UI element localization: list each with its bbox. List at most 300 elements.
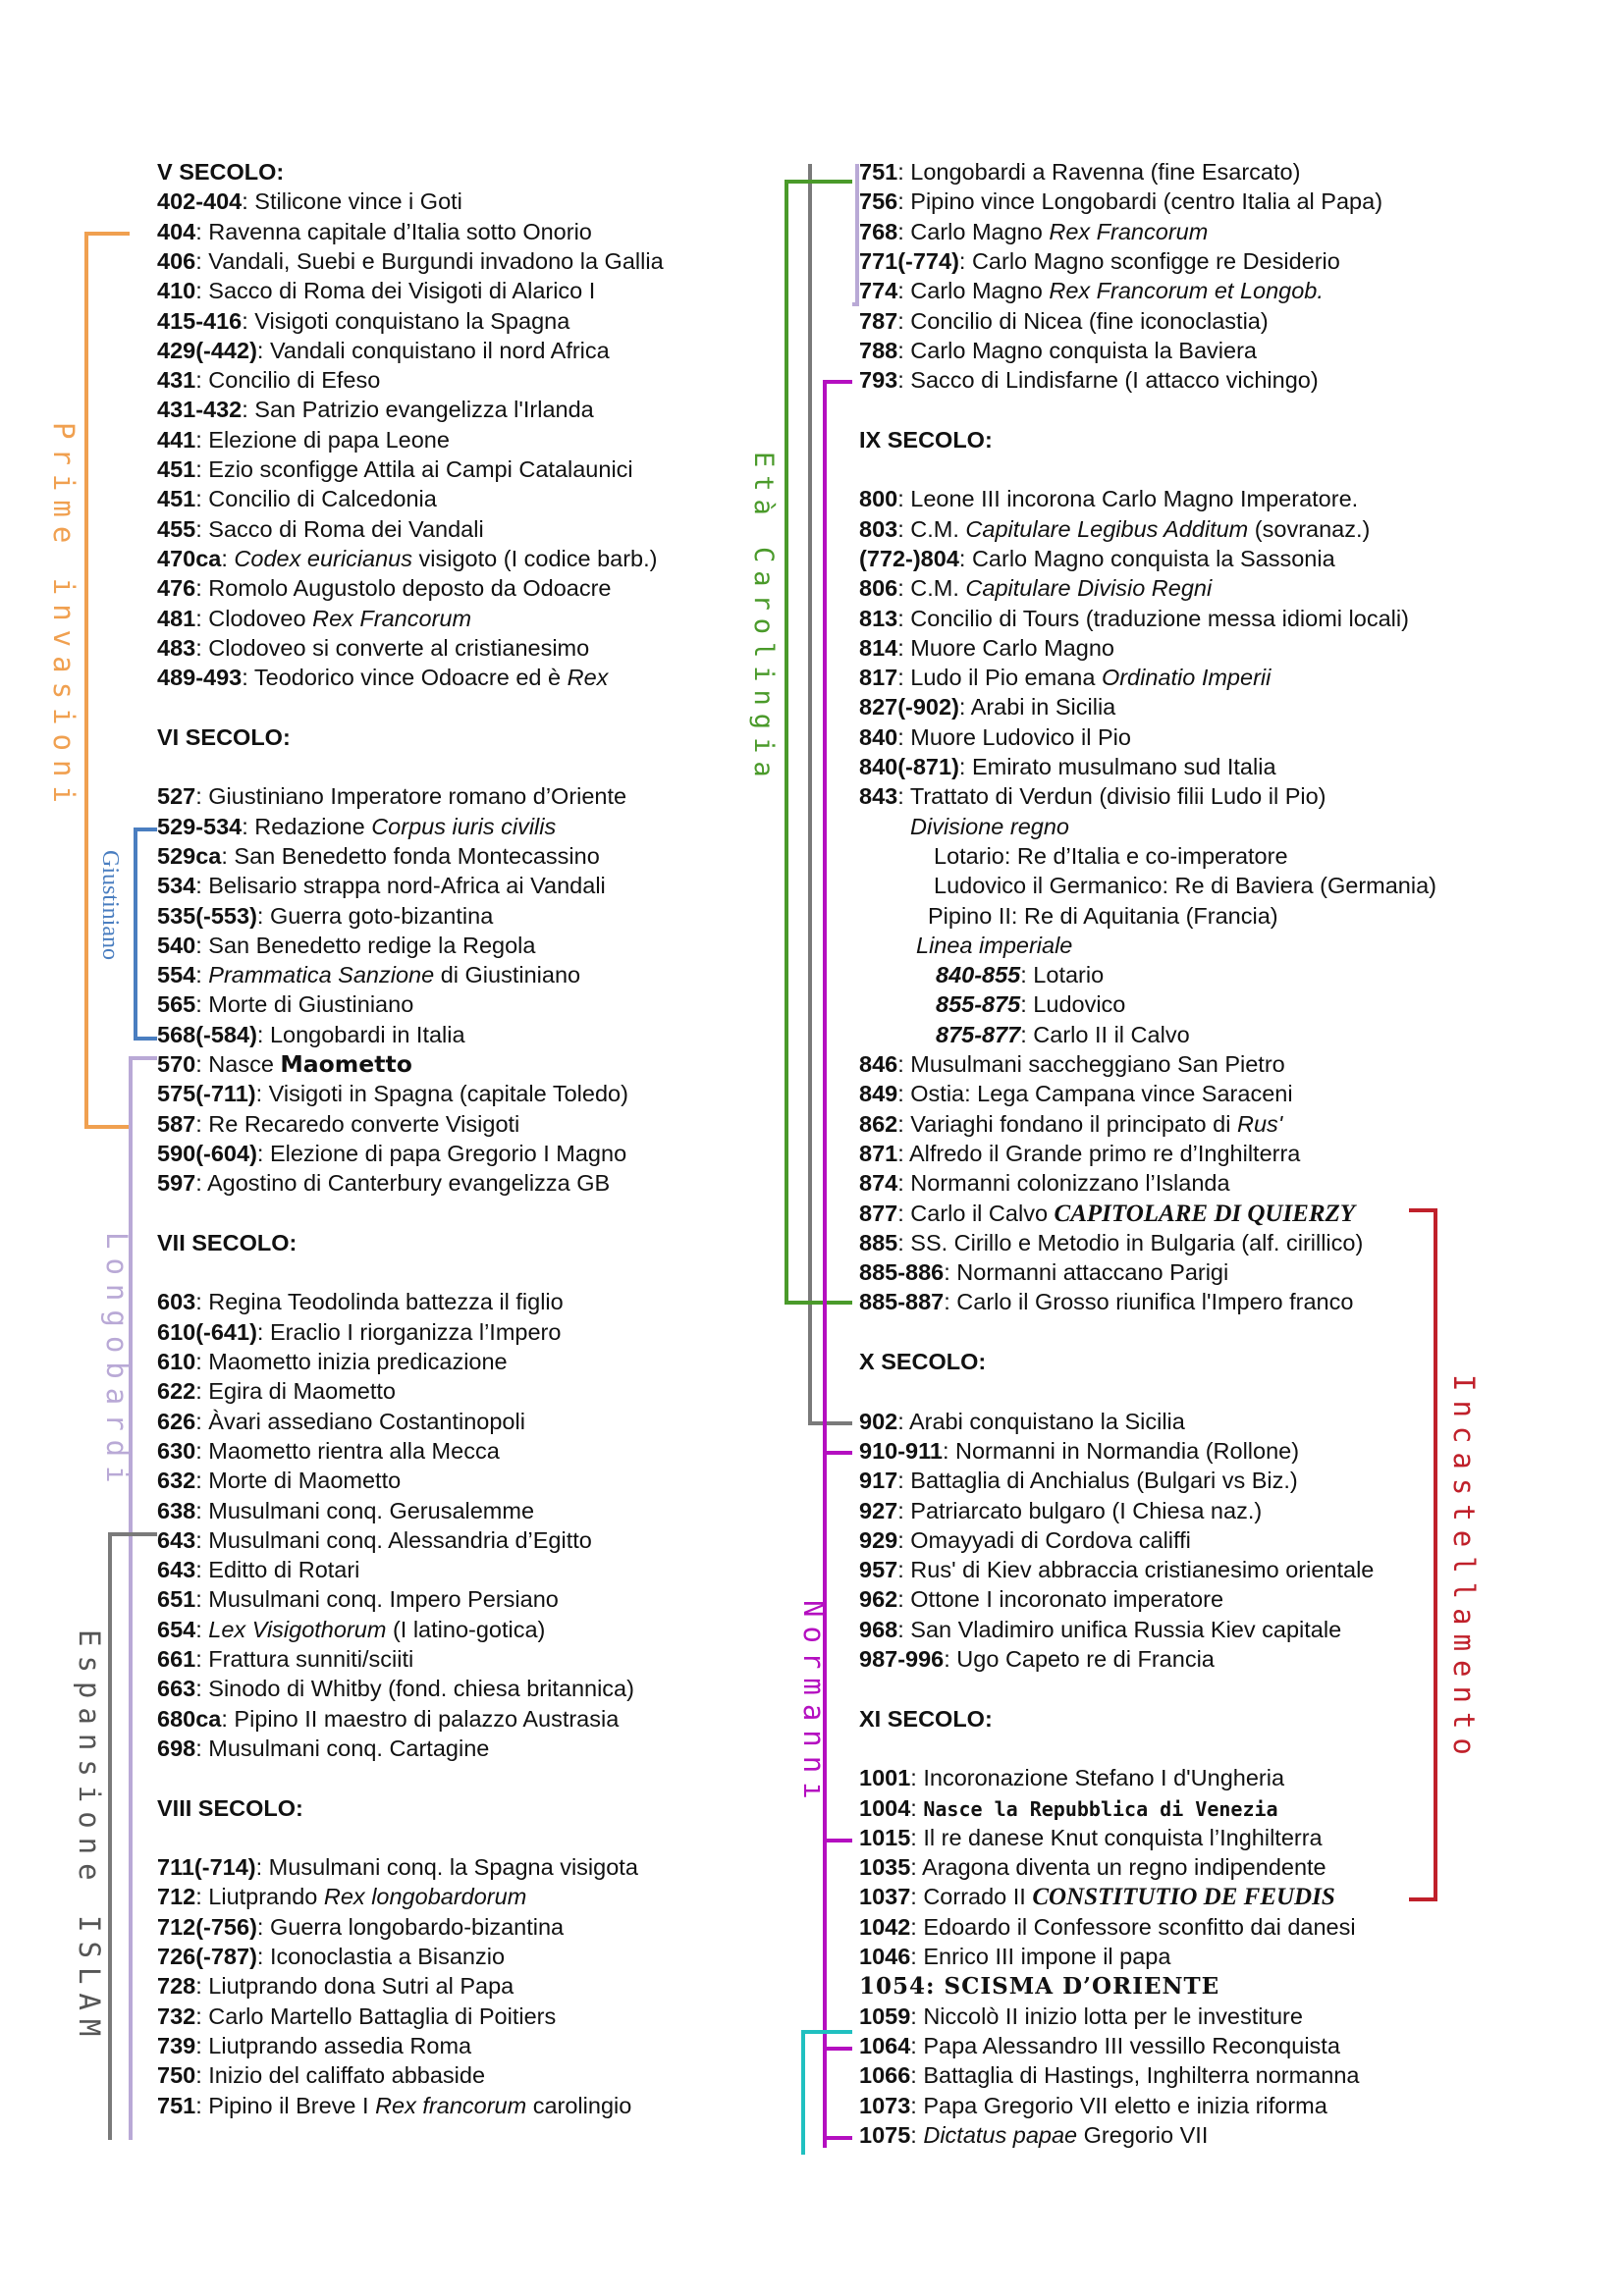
- entry-italic: Rex Francorum: [1049, 218, 1209, 244]
- timeline-entry: [859, 217, 1208, 246]
- timeline-entry: [859, 781, 1326, 811]
- timeline-entry: [157, 663, 608, 692]
- entry-date: 885-886: [859, 1259, 945, 1286]
- entry-date: 927: [859, 1497, 898, 1523]
- entry-date: 803: [859, 515, 898, 542]
- entry-text: : Lotario: [1020, 962, 1105, 988]
- entry-text: : Pipino II maestro di palazzo Austrasia: [221, 1705, 620, 1732]
- timeline-entry: [859, 544, 1335, 573]
- timeline-entry: [157, 871, 606, 900]
- timeline-entry: [934, 841, 1288, 871]
- label-incastellamento: Incastellamento: [1447, 1374, 1481, 1764]
- entry-text: : Iconoclastia a Bisanzio: [256, 1944, 506, 1969]
- entry-italic: Rex francorum: [375, 2092, 527, 2118]
- timeline-entry: [859, 1257, 1228, 1287]
- timeline-entry: [859, 722, 1131, 752]
- entry-text: : Carlo Magno conquista la Sassonia: [958, 545, 1335, 571]
- timeline-entry: [157, 1615, 545, 1644]
- entry-date: 827(-902): [859, 694, 959, 721]
- entry-date: 813: [859, 605, 898, 631]
- timeline-entry: [859, 1436, 1299, 1466]
- timeline-entry: [859, 1407, 1185, 1436]
- entry-date: (772-)804: [859, 545, 959, 571]
- entry-text: : Nasce: [195, 1051, 281, 1077]
- entry-text: : Niccolò II inizio lotta per le investiture: [910, 2002, 1303, 2029]
- entry-date: 455: [157, 515, 196, 542]
- timeline-entry: [157, 633, 589, 663]
- entry-date: 630: [157, 1437, 196, 1464]
- timeline-entry: [157, 2002, 556, 2031]
- entry-date: 756: [859, 188, 898, 215]
- entry-text: : Frattura sunniti/sciiti: [195, 1646, 414, 1672]
- entry-text: : Sacco di Lindisfarne (I attacco vichingo): [897, 367, 1319, 394]
- timeline-entry: [859, 692, 1115, 721]
- entry-date: 489-493: [157, 665, 243, 691]
- timeline-entry: [859, 276, 1324, 305]
- timeline-entry: [859, 633, 1114, 663]
- entry-text: : Pipino vince Longobardi (centro Italia al Papa): [897, 188, 1383, 215]
- entry-date: 840: [859, 723, 898, 750]
- entry-italic: Prammatica Sanzione: [208, 962, 435, 988]
- timeline-entry: [859, 2120, 1208, 2150]
- timeline-entry: [157, 2091, 631, 2120]
- entry-date: 406: [157, 247, 196, 274]
- timeline-entry: [157, 1466, 401, 1495]
- entry-italic: Capitulare Legibus Additum: [965, 515, 1249, 542]
- entry-date: 429(-442): [157, 337, 257, 363]
- entry-date: 793: [859, 367, 898, 394]
- timeline-entry: [157, 1317, 561, 1347]
- timeline-entry: [157, 544, 657, 573]
- entry-text: : Stilicone vince i Goti: [242, 188, 462, 215]
- timeline-entry: [157, 1168, 610, 1198]
- entry-date: 862: [859, 1110, 898, 1137]
- timeline-entry: [859, 663, 1271, 692]
- entry-date: 404: [157, 218, 196, 244]
- entry-date: 885: [859, 1229, 898, 1255]
- timeline-entry: [157, 1525, 592, 1555]
- timeline-entry: [157, 1049, 412, 1079]
- entry-text: : Concilio di Efeso: [195, 367, 381, 394]
- entry-date: 902: [859, 1408, 898, 1434]
- entry-date: 874: [859, 1170, 898, 1197]
- entry-text: carolingio: [526, 2092, 632, 2118]
- timeline-entry: [910, 812, 1069, 841]
- entry-date: 1037: [859, 1884, 911, 1910]
- entry-text: : Battaglia di Hastings, Inghilterra normanna: [910, 2062, 1360, 2089]
- century-heading: X SECOLO:: [859, 1349, 987, 1374]
- timeline-entry: [157, 1584, 559, 1614]
- entry-date: 632: [157, 1468, 196, 1494]
- entry-text: : Muore Ludovico il Pio: [897, 723, 1131, 750]
- entry-text: : Romolo Augustolo deposto da Odoacre: [195, 575, 612, 602]
- entry-date: 788: [859, 337, 898, 363]
- label-espansione-islam: Espansione ISLAM: [73, 1629, 106, 2046]
- timeline-entry: [859, 365, 1319, 395]
- entry-text: : Carlo Magno: [897, 218, 1050, 244]
- entry-date: 1059: [859, 2002, 911, 2029]
- entry-text: : Clodoveo: [195, 605, 313, 631]
- entry-text: : Elezione di papa Leone: [195, 426, 450, 453]
- entry-text: :: [221, 545, 235, 571]
- entry-text: : Concilio di Calcedonia: [195, 486, 437, 512]
- entry-date: 843: [859, 783, 898, 810]
- timeline-entry: [157, 1079, 628, 1108]
- entry-serif: CAPITOLARE DI QUIERZY: [1054, 1200, 1356, 1227]
- timeline-entry: [157, 365, 380, 395]
- timeline-entry: [157, 1496, 534, 1525]
- timeline-entry: [859, 514, 1370, 544]
- entry-italic: Rex Francorum et Longob.: [1049, 278, 1324, 304]
- timeline-entry: [157, 1644, 413, 1674]
- timeline-entry: [157, 2060, 485, 2090]
- entry-text: : Concilio di Tours (traduzione messa idiomi locali): [897, 605, 1409, 631]
- entry-date: 1015: [859, 1824, 911, 1850]
- entry-date: 1046: [859, 1944, 911, 1969]
- entry-text: : Sacco di Roma dei Vandali: [195, 515, 484, 542]
- timeline-entry: [859, 1555, 1374, 1584]
- entry-date: 540: [157, 932, 196, 958]
- timeline-entry: [157, 989, 413, 1019]
- entry-date: 661: [157, 1646, 196, 1672]
- entry-date: 481: [157, 605, 196, 631]
- entry-date: 1066: [859, 2062, 911, 2089]
- entry-date: 568(-584): [157, 1021, 257, 1047]
- timeline-entry: [859, 157, 1300, 187]
- entry-date: 441: [157, 426, 196, 453]
- entry-date: 957: [859, 1557, 898, 1583]
- entry-text: : Normanni colonizzano l’Islanda: [897, 1170, 1230, 1197]
- timeline-entry: [157, 425, 450, 454]
- timeline-entry: [859, 2002, 1303, 2031]
- entry-date: 726(-787): [157, 1944, 257, 1969]
- entry-text: Ludovico il Germanico: Re di Baviera (Germania): [934, 873, 1436, 899]
- timeline-entry: [859, 1912, 1356, 1942]
- century-heading: XI SECOLO:: [859, 1705, 993, 1732]
- entry-date: 451: [157, 486, 196, 512]
- entry-text: : Arabi in Sicilia: [958, 694, 1116, 721]
- entry-date: 587: [157, 1110, 196, 1137]
- entry-text: : Incoronazione Stefano I d'Ungheria: [910, 1765, 1285, 1791]
- entry-date: 1004: [859, 1794, 911, 1821]
- entry-text: : Sacco di Roma dei Visigoti di Alarico I: [195, 278, 596, 304]
- entry-text: :: [910, 1794, 924, 1821]
- timeline-entry: [157, 514, 484, 544]
- entry-date: 610: [157, 1349, 196, 1374]
- entry-italic: Linea imperiale: [916, 932, 1073, 958]
- entry-date: 968: [859, 1616, 898, 1642]
- entry-text: : Musulmani conq. Gerusalemme: [195, 1497, 535, 1523]
- bracket-longobardi-right: [852, 164, 857, 304]
- entry-text: : Longobardi in Italia: [256, 1021, 465, 1047]
- entry-mono: Nasce la Repubblica di Venezia: [923, 1796, 1278, 1821]
- entry-text: : Morte di Giustiniano: [195, 991, 414, 1018]
- entry-date: 774: [859, 278, 898, 304]
- entry-text: : San Benedetto redige la Regola: [195, 932, 536, 958]
- timeline-entry: [859, 1049, 1285, 1079]
- century-heading: VIII SECOLO:: [157, 1794, 303, 1821]
- entry-text: : Regina Teodolinda battezza il figlio: [195, 1289, 564, 1315]
- entry-date: 663: [157, 1676, 196, 1702]
- entry-text: : Carlo Magno conquista la Baviera: [897, 337, 1257, 363]
- timeline-entry: [157, 1287, 564, 1316]
- entry-text: : Ugo Capeto re di Francia: [944, 1646, 1215, 1672]
- timeline-entry: [157, 1942, 505, 1971]
- entry-text: Lotario: Re d’Italia e co-imperatore: [934, 842, 1288, 869]
- entry-text: : Il re danese Knut conquista l’Inghilterra: [910, 1824, 1323, 1850]
- entry-date: 1075: [859, 2121, 911, 2148]
- entry-date: 565: [157, 991, 196, 1018]
- entry-italic: Corpus iuris civilis: [371, 813, 557, 839]
- entry-text: : Leone III incorona Carlo Magno Imperatore.: [897, 486, 1359, 512]
- entry-date: 732: [157, 2002, 196, 2029]
- timeline-entry: [928, 901, 1278, 931]
- entry-date: 535(-553): [157, 902, 257, 929]
- timeline-entry: [916, 931, 1072, 960]
- entry-text: : Ostia: Lega Campana vince Saraceni: [897, 1081, 1293, 1107]
- timeline-entry: [859, 1644, 1215, 1674]
- entry-text: : Aragona diventa un regno indipendente: [910, 1854, 1326, 1881]
- timeline-entry: [859, 1168, 1230, 1198]
- entry-text: : Inizio del califfato abbaside: [195, 2062, 486, 2089]
- entry-date: 768: [859, 218, 898, 244]
- entry-date: 1042: [859, 1913, 911, 1940]
- entry-date: 529ca: [157, 842, 222, 869]
- timeline-entry: [157, 1376, 396, 1406]
- timeline-entry: [859, 1793, 1278, 1824]
- entry-italic: Ordinatio Imperii: [1101, 665, 1272, 691]
- entry-date: 739: [157, 2032, 196, 2058]
- timeline-entry: [157, 395, 594, 424]
- century-heading: VII SECOLO:: [157, 1229, 298, 1255]
- label-giustiniano: Giustiniano: [97, 850, 123, 960]
- entry-date: 529-534: [157, 813, 243, 839]
- entry-date: 410: [157, 278, 196, 304]
- label-eta-carolingia: Età Carolingia: [748, 452, 779, 785]
- timeline-entry: [157, 1347, 508, 1376]
- timeline-entry: [859, 573, 1212, 603]
- timeline-entry: [859, 1584, 1223, 1614]
- entry-text: di Giustiniano: [434, 962, 581, 988]
- entry-date: 651: [157, 1586, 196, 1613]
- timeline-entry: [157, 2031, 471, 2060]
- entry-date: 415-416: [157, 307, 243, 334]
- entry-date: 622: [157, 1378, 196, 1405]
- entry-italic: Dictatus papae: [923, 2121, 1078, 2148]
- entry-date: 626: [157, 1408, 196, 1434]
- entry-date: 962: [859, 1586, 898, 1613]
- entry-text: : Re Recaredo converte Visigoti: [195, 1110, 520, 1137]
- timeline-entry: [859, 1525, 1191, 1555]
- entry-date: 751: [859, 159, 898, 185]
- entry-date: 534: [157, 873, 196, 899]
- timeline-entry: [859, 1763, 1284, 1792]
- bracket-eta-carolingia: [786, 182, 852, 1303]
- entry-text: : Egira di Maometto: [195, 1378, 396, 1405]
- entry-text: : Musulmani conq. Impero Persiano: [195, 1586, 559, 1613]
- entry-text: : Variaghi fondano il principato di: [897, 1110, 1237, 1137]
- entry-date: 431: [157, 367, 196, 394]
- entry-date: 470ca: [157, 545, 222, 571]
- label-normanni: Normanni: [797, 1600, 831, 1808]
- entry-text: : Belisario strappa nord-Africa ai Vandali: [195, 873, 606, 899]
- timeline-entry: [157, 1971, 514, 2001]
- entry-text: : Guerra goto-bizantina: [256, 902, 494, 929]
- timeline-entry: [157, 901, 493, 931]
- entry-text: : San Patrizio evangelizza l'Irlanda: [242, 397, 594, 423]
- timeline-entry: [859, 1823, 1323, 1852]
- entry-date: 431-432: [157, 397, 243, 423]
- entry-date: 643: [157, 1557, 196, 1583]
- entry-date: 527: [157, 783, 196, 810]
- entry-date: 929: [859, 1526, 898, 1553]
- timeline-entry: [859, 604, 1409, 633]
- entry-text: : Normanni attaccano Parigi: [944, 1259, 1229, 1286]
- entry-text: : Omayyadi di Cordova califfi: [897, 1526, 1191, 1553]
- entry-italic: Rus': [1236, 1110, 1283, 1137]
- timeline-entry: [157, 1912, 564, 1942]
- entry-date: 840-855: [936, 962, 1021, 988]
- entry-text: (I latino-gotica): [386, 1616, 546, 1642]
- entry-date: 711(-714): [157, 1854, 256, 1881]
- timeline-entry: [859, 336, 1257, 365]
- entry-text: : Agostino di Canterbury evangelizza GB: [195, 1170, 611, 1197]
- entry-date: 570: [157, 1051, 196, 1077]
- label-longobardi: Longobardi: [100, 1232, 134, 1492]
- timeline-entry: [859, 1615, 1341, 1644]
- entry-text: : Clodoveo si converte al cristianesimo: [195, 634, 590, 661]
- timeline-entry: [859, 306, 1269, 336]
- bracket-gray-right: [810, 164, 852, 1423]
- entry-date: 643: [157, 1526, 196, 1553]
- timeline-entry: [157, 1407, 525, 1436]
- entry-text: : Concilio di Nicea (fine iconoclastia): [897, 307, 1269, 334]
- entry-date: 610(-641): [157, 1318, 257, 1345]
- entry-text: : Ludovico: [1020, 991, 1126, 1018]
- entry-text: : C.M.: [897, 575, 966, 602]
- entry-serif: CONSTITUTIO DE FEUDIS: [1032, 1884, 1335, 1911]
- entry-date: 712: [157, 1884, 196, 1910]
- timeline-entry: [157, 931, 535, 960]
- entry-italic: Rex: [567, 665, 609, 691]
- entry-text: : Longobardi a Ravenna (fine Esarcato): [897, 159, 1301, 185]
- entry-date: 712(-756): [157, 1913, 257, 1940]
- entry-date: 751: [157, 2092, 196, 2118]
- entry-text: : Liutprando assedia Roma: [195, 2032, 472, 2058]
- entry-date: 840(-871): [859, 754, 959, 779]
- timeline-entry: [157, 604, 471, 633]
- timeline-entry: [936, 989, 1125, 1019]
- entry-date: 590(-604): [157, 1140, 257, 1166]
- entry-date: 554: [157, 962, 196, 988]
- entry-text: : Carlo Martello Battaglia di Poitiers: [195, 2002, 557, 2029]
- entry-date: 654: [157, 1616, 196, 1642]
- entry-text: : Papa Alessandro III vessillo Reconquista: [910, 2032, 1340, 2058]
- entry-italic: Codex euricianus: [234, 545, 412, 571]
- timeline-entry: [157, 1734, 489, 1763]
- timeline-entry: [157, 1555, 359, 1584]
- timeline-entry: [859, 246, 1340, 276]
- entry-text: : Visigoti in Spagna (capitale Toledo): [255, 1081, 628, 1107]
- entry-text: (sovranaz.): [1248, 515, 1371, 542]
- entry-text: : Carlo Magno: [897, 278, 1050, 304]
- entry-text: : Edoardo il Confessore sconfitto dai danesi: [910, 1913, 1356, 1940]
- entry-text: : Carlo il Grosso riunifica l'Impero franco: [944, 1289, 1354, 1315]
- timeline-entry: [859, 1942, 1170, 1971]
- timeline-entry: [936, 1020, 1190, 1049]
- entry-text: : Musulmani conq. Alessandria d’Egitto: [195, 1526, 592, 1553]
- timeline-entry: [859, 1287, 1353, 1316]
- bracket-giustiniano: [135, 829, 157, 1039]
- timeline-entry: [859, 1971, 1219, 2002]
- entry-text: : Alfredo il Grande primo re d’Inghilterra: [897, 1140, 1301, 1166]
- timeline-entry: [157, 336, 610, 365]
- timeline-entry: [157, 1704, 619, 1734]
- entry-date: 806: [859, 575, 898, 602]
- timeline-entry: [859, 1228, 1363, 1257]
- entry-date: 603: [157, 1289, 196, 1315]
- entry-text: : Arabi conquistano la Sicilia: [897, 1408, 1185, 1434]
- entry-text: : Teodorico vince Odoacre ed è: [242, 665, 568, 691]
- entry-text: Gregorio VII: [1077, 2121, 1209, 2148]
- entry-date: 1001: [859, 1765, 911, 1791]
- entry-date: 750: [157, 2062, 196, 2089]
- entry-date: 476: [157, 575, 196, 602]
- entry-text: : Ravenna capitale d’Italia sotto Onorio: [195, 218, 592, 244]
- entry-text: : Redazione: [242, 813, 372, 839]
- timeline-entry: [859, 1079, 1293, 1108]
- timeline-entry: [859, 2031, 1340, 2060]
- timeline-entry: [157, 246, 664, 276]
- entry-date: 728: [157, 1973, 196, 2000]
- entry-date: 917: [859, 1468, 898, 1494]
- timeline-entry: [859, 1852, 1326, 1882]
- timeline-entry: [157, 187, 462, 216]
- timeline-entry: [936, 960, 1104, 989]
- entry-text: : Editto di Rotari: [195, 1557, 360, 1583]
- entry-italic: Rex Francorum: [312, 605, 472, 631]
- timeline-entry: [157, 454, 633, 484]
- entry-text: : Pipino il Breve I: [195, 2092, 376, 2118]
- timeline-entry: [859, 1199, 1355, 1229]
- timeline-entry: [859, 2060, 1359, 2090]
- entry-text: : Vandali conquistano il nord Africa: [256, 337, 610, 363]
- entry-text: : C.M.: [897, 515, 966, 542]
- entry-date: 680ca: [157, 1705, 222, 1732]
- entry-date: 846: [859, 1051, 898, 1077]
- entry-date: 597: [157, 1170, 196, 1197]
- entry-text: : SS. Cirillo e Metodio in Bulgaria (alf. cirillico): [897, 1229, 1364, 1255]
- timeline-entry: [859, 1882, 1335, 1912]
- timeline-entry: [157, 1852, 638, 1882]
- entry-text: : Maometto rientra alla Mecca: [195, 1437, 500, 1464]
- entry-text: : Emirato musulmano sud Italia: [958, 754, 1276, 779]
- entry-text: : Musulmani saccheggiano San Pietro: [897, 1051, 1285, 1077]
- timeline-entry: [157, 841, 600, 871]
- bracket-incastellamento: [1409, 1210, 1435, 1899]
- timeline-entry: [157, 1674, 634, 1703]
- entry-text: : Trattato di Verdun (divisio filii Ludo il Pio): [897, 783, 1326, 810]
- entry-text: : Papa Gregorio VII eletto e inizia riforma: [910, 2092, 1327, 2118]
- entry-text: : San Benedetto fonda Montecassino: [221, 842, 600, 869]
- entry-text: : Elezione di papa Gregorio I Magno: [256, 1140, 627, 1166]
- timeline-entry: [859, 1139, 1300, 1168]
- entry-text: : Liutprando: [195, 1884, 324, 1910]
- entry-text: : Enrico III impone il papa: [910, 1944, 1171, 1969]
- entry-text: : Eraclio I riorganizza l’Impero: [256, 1318, 562, 1345]
- entry-text: : Carlo II il Calvo: [1020, 1021, 1190, 1047]
- entry-text: : Ottone I incoronato imperatore: [897, 1586, 1224, 1613]
